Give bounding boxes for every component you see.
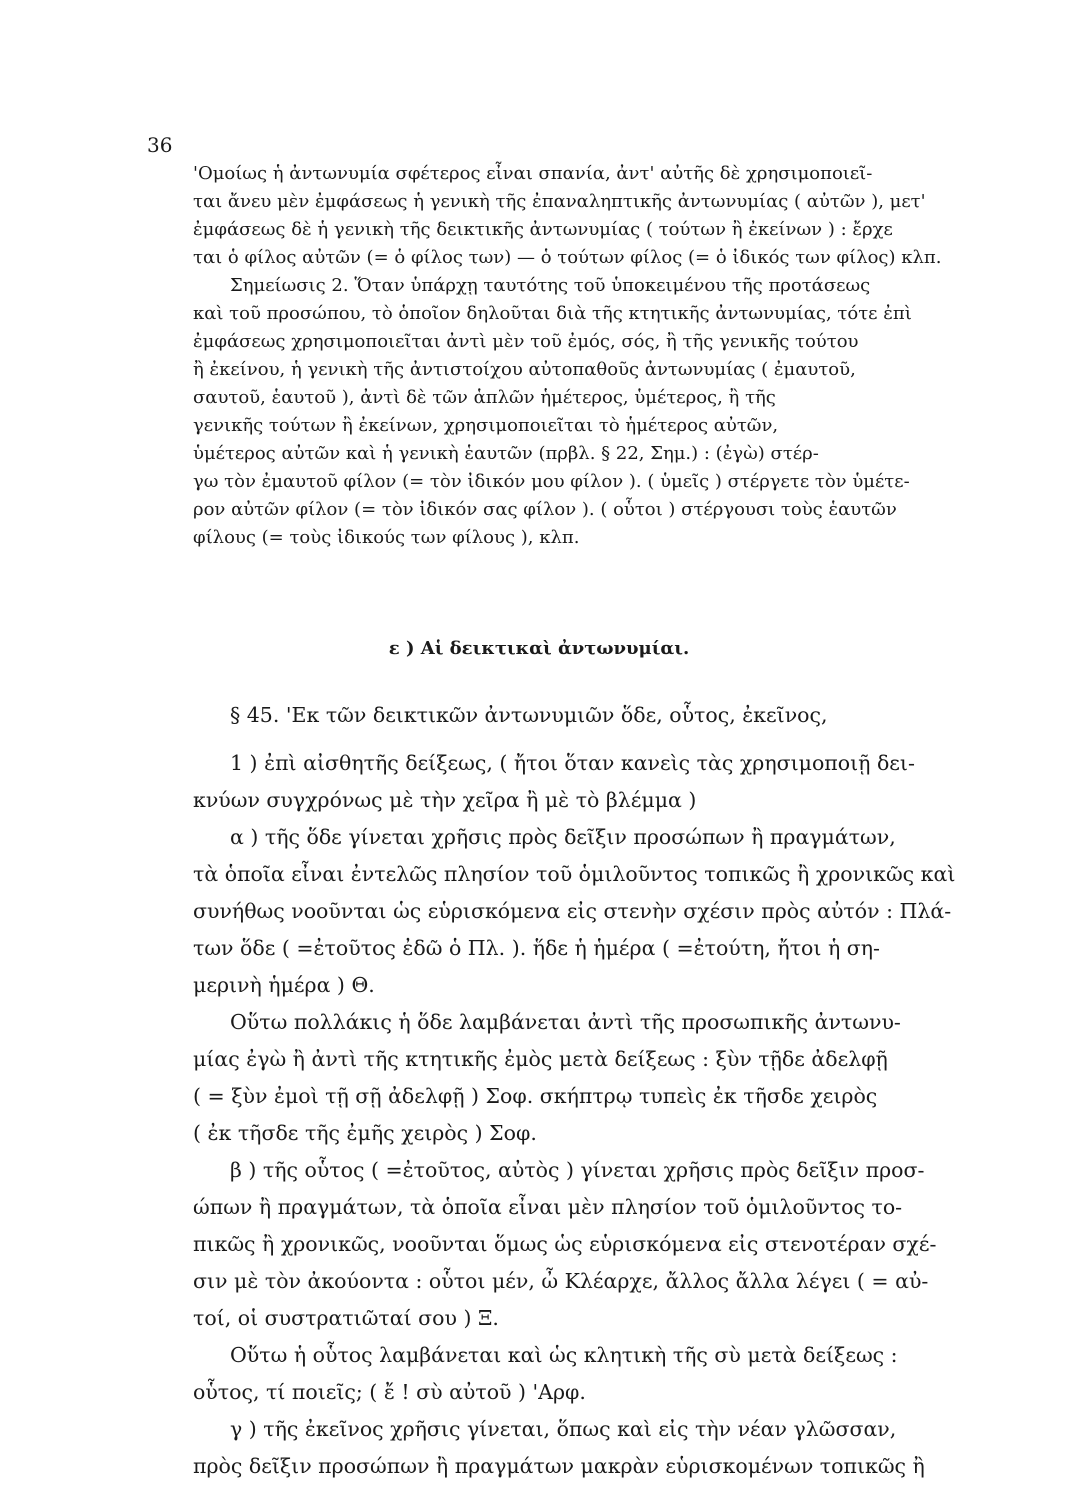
text-line: μίας ἐγὼ ἢ ἀντὶ τῆς κτητικῆς ἐμὸς μετὰ δείξεως : ξὺν τῇδε ἀδελφῇ — [193, 1047, 888, 1071]
text-line: ὑμέτερος αὐτῶν καὶ ἡ γενικὴ ἑαυτῶν (πρβλ. § 22, Σημ.) : (ἐγὼ) στέρ- — [193, 443, 819, 464]
text-line: § 45. 'Εκ τῶν δεικτικῶν ἀντωνυμιῶν ὅδε, οὗτος, ἐκεῖνος, — [230, 703, 828, 727]
text-line: ἢ ἐκείνου, ἡ γενικὴ τῆς ἀντιστοίχου αὐτοπαθοῦς ἀντωνυμίας ( ἐμαυτοῦ, — [193, 359, 856, 380]
text-line: Οὕτω πολλάκις ἡ ὅδε λαμβάνεται ἀντὶ τῆς προσωπικῆς ἀντωνυ- — [230, 1010, 901, 1034]
section-heading: ε ) Αἱ δεικτικαὶ ἀντωνυμίαι. — [388, 638, 690, 659]
text-line: τοί, οἱ συστρατιῶταί σου ) Ξ. — [193, 1306, 499, 1330]
text-line: καὶ τοῦ προσώπου, τὸ ὁποῖον δηλοῦται διὰ τῆς κτητικῆς ἀντωνυμίας, τότε ἐπὶ — [193, 303, 912, 324]
text-line: φίλους (= τοὺς ἰδικούς των φίλους ), κλπ. — [193, 527, 580, 548]
text-line: ( = ξὺν ἐμοὶ τῇ σῇ ἀδελφῇ ) Σοφ. σκήπτρῳ τυπεὶς ἐκ τῆσδε χειρὸς — [193, 1084, 878, 1108]
text-line: ἐμφάσεως χρησιμοποιεῖται ἀντὶ μὲν τοῦ ἐμός, σός, ἢ τῆς γενικῆς τούτου — [193, 331, 859, 352]
text-line: πικῶς ἢ χρονικῶς, νοοῦνται ὅμως ὡς εὑρισκόμενα εἰς στενοτέραν σχέ- — [193, 1232, 937, 1256]
text-line: σαυτοῦ, ἑαυτοῦ ), ἀντὶ δὲ τῶν ἁπλῶν ἡμέτερος, ὑμέτερος, ἢ τῆς — [193, 387, 776, 408]
text-line: πρὸς δεῖξιν προσώπων ἢ πραγμάτων μακρὰν εὑρισκομένων τοπικῶς ἢ — [193, 1454, 925, 1478]
text-line: β ) τῆς οὗτος ( =ἐτοῦτος, αὐτὸς ) γίνεται χρῆσις πρὸς δεῖξιν προσ- — [230, 1158, 925, 1182]
text-line: μερινὴ ἡμέρα ) Θ. — [193, 973, 375, 997]
text-line: ἐμφάσεως δὲ ἡ γενικὴ τῆς δεικτικῆς ἀντωνυμίας ( τούτων ἢ ἐκείνων ) : ἔρχε — [193, 219, 893, 240]
text-line: ται ἄνευ μὲν ἐμφάσεως ἡ γενικὴ τῆς ἐπαναληπτικῆς ἀντωνυμίας ( αὐτῶν ), μετ' — [193, 191, 926, 212]
text-line: 'Ομοίως ἡ ἀντωνυμία σφέτερος εἶναι σπανία, ἀντ' αὐτῆς δὲ χρησιμοποιεῖ- — [193, 163, 873, 184]
text-line: ώπων ἢ πραγμάτων, τὰ ὁποῖα εἶναι μὲν πλησίον τοῦ ὁμιλοῦντος το- — [193, 1195, 903, 1219]
text-line: των ὅδε ( =ἐτοῦτος ἐδῶ ὁ Πλ. ). ἥδε ἡ ἡμέρα ( =ἐτούτη, ἤτοι ἡ ση- — [193, 936, 880, 960]
page-number: 36 — [147, 133, 173, 157]
text-line: Σημείωσις 2. Ὅταν ὑπάρχῃ ταυτότης τοῦ ὑποκειμένου τῆς προτάσεως — [230, 275, 871, 296]
text-line: 1 ) ἐπὶ αἰσθητῆς δείξεως, ( ἤτοι ὅταν κανεὶς τὰς χρησιμοποιῇ δει- — [230, 751, 915, 775]
text-line: γω τὸν ἐμαυτοῦ φίλον (= τὸν ἰδικόν μου φίλον ). ( ὑμεῖς ) στέργετε τὸν ὑμέτε- — [193, 471, 910, 492]
text-line: κνύων συγχρόνως μὲ τὴν χεῖρα ἢ μὲ τὸ βλέμμα ) — [193, 788, 697, 812]
text-line: ( ἐκ τῆσδε τῆς ἐμῆς χειρὸς ) Σοφ. — [193, 1121, 537, 1145]
text-line: ρον αὐτῶν φίλον (= τὸν ἰδικόν σας φίλον ). ( οὗτοι ) στέργουσι τοὺς ἑαυτῶν — [193, 499, 897, 520]
text-line: ται ὁ φίλος αὐτῶν (= ὁ φίλος των) — ὁ τούτων φίλος (= ὁ ἰδικός των φίλος) κλπ. — [193, 247, 942, 268]
text-line: γενικῆς τούτων ἢ ἐκείνων, χρησιμοποιεῖται τὸ ἡμέτερος αὐτῶν, — [193, 415, 779, 436]
text-line: οὗτος, τί ποιεῖς; ( ἔ ! σὺ αὐτοῦ ) 'Αρφ. — [193, 1380, 586, 1404]
text-line: γ ) τῆς ἐκεῖνος χρῆσις γίνεται, ὅπως καὶ εἰς τὴν νέαν γλῶσσαν, — [230, 1417, 897, 1441]
text-line: α ) τῆς ὅδε γίνεται χρῆσις πρὸς δεῖξιν προσώπων ἢ πραγμάτων, — [230, 825, 896, 849]
text-line: τὰ ὁποῖα εἶναι ἐντελῶς πλησίον τοῦ ὁμιλοῦντος τοπικῶς ἢ χρονικῶς καὶ — [193, 862, 956, 886]
text-line: σιν μὲ τὸν ἀκούοντα : οὗτοι μέν, ὦ Κλέαρχε, ἄλλος ἄλλα λέγει ( = αὐ- — [193, 1269, 929, 1293]
text-line: συνήθως νοοῦνται ὡς εὑρισκόμενα εἰς στενὴν σχέσιν πρὸς αὐτόν : Πλά- — [193, 899, 952, 923]
text-line: Οὕτω ἡ οὗτος λαμβάνεται καὶ ὡς κλητικὴ τῆς σὺ μετὰ δείξεως : — [230, 1343, 898, 1367]
